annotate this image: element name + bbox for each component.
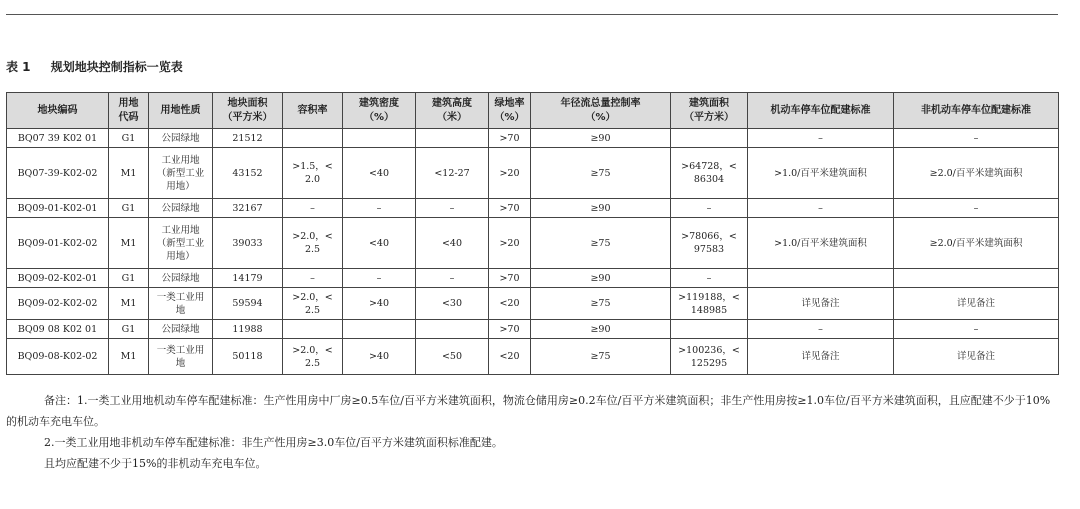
cell-text: M1: [120, 298, 137, 309]
table-cell: [489, 199, 531, 218]
table-cell: [416, 339, 489, 375]
table-number: 表 1: [6, 60, 31, 74]
cell-text: >70: [499, 272, 520, 284]
table-cell: [7, 320, 109, 339]
table-cell: [748, 129, 894, 148]
cell-text: M1: [120, 351, 137, 362]
cell-text: 用地）: [166, 250, 195, 262]
cell-text: 详见备注: [956, 351, 995, 362]
table-cell: [416, 269, 489, 288]
cell-text: BQ09-02-K02-01: [17, 272, 98, 284]
column-header: [671, 93, 748, 129]
column-header: [149, 93, 213, 129]
table-cell: [531, 339, 671, 375]
cell-text: –: [706, 272, 712, 284]
note-1: 备注：1.一类工业用地机动车停车配建标准：生产性用房中厂房≥0.5车位/百平方米建筑面积，物流仓储用房≥0.2车位/百平方米建筑面积；非生产性用房按≥1.0车位/百平方米建筑面积，且应配建不少于10%的机动车充电车位。: [6, 394, 1051, 428]
cell-text: <20: [499, 351, 520, 362]
cell-text: （新型工业: [156, 237, 205, 249]
table-cell: [343, 339, 416, 375]
cell-text: 年径流总量控制率: [560, 97, 641, 109]
cell-text: –: [310, 272, 315, 284]
column-header: [894, 93, 1059, 129]
table-cell: [343, 148, 416, 199]
table-cell: [416, 148, 489, 199]
cell-text: BQ07-39-K02-02: [17, 167, 98, 179]
column-header: [7, 93, 109, 129]
table-cell: [531, 148, 671, 199]
cell-text: （%）: [585, 111, 616, 123]
table-row: [7, 199, 1059, 218]
column-header: [748, 93, 894, 129]
cell-text: >119188，<: [678, 291, 740, 303]
table-cell: [531, 320, 671, 339]
cell-text: <50: [441, 351, 463, 362]
cell-text: –: [818, 323, 823, 335]
table-cell: [343, 269, 416, 288]
table-cell: [416, 129, 489, 148]
cell-text: 工业用地: [161, 154, 200, 166]
cell-text: –: [706, 202, 712, 214]
table-cell: [748, 218, 894, 269]
cell-text: 公园绿地: [161, 272, 200, 284]
table-cell: [109, 218, 149, 269]
table-cell: [343, 129, 416, 148]
table-cell: [748, 288, 894, 320]
cell-text: –: [310, 202, 315, 214]
table-cell: [109, 339, 149, 375]
table-row: [7, 129, 1059, 148]
cell-text: –: [449, 202, 455, 214]
cell-text: 代码: [118, 111, 139, 123]
cell-text: >40: [368, 298, 390, 309]
table-cell: [489, 218, 531, 269]
cell-text: ≥75: [590, 351, 611, 362]
cell-text: 97583: [693, 244, 725, 255]
cell-text: –: [818, 202, 823, 214]
cell-text: 详见备注: [801, 351, 840, 362]
cell-text: 公园绿地: [161, 202, 200, 214]
table-cell: [671, 218, 748, 269]
table-cell: [671, 129, 748, 148]
cell-text: 地块面积: [227, 97, 268, 109]
table-cell: [109, 148, 149, 199]
cell-text: 用地性质: [160, 104, 201, 116]
cell-text: 50118: [232, 351, 263, 362]
table-cell: [489, 148, 531, 199]
cell-text: 11988: [232, 323, 263, 335]
cell-text: 21512: [232, 132, 263, 144]
table-row: [7, 148, 1059, 199]
table-cell: [149, 218, 213, 269]
table-cell: [748, 269, 894, 288]
cell-text: G1: [121, 272, 136, 284]
table-cell: [7, 148, 109, 199]
table-cell: [489, 339, 531, 375]
cell-text: 绿地率: [494, 97, 525, 109]
cell-text: ≥90: [590, 132, 611, 144]
cell-text: –: [449, 272, 455, 284]
table-cell: [894, 269, 1059, 288]
table-cell: [671, 288, 748, 320]
cell-text: 公园绿地: [161, 132, 200, 144]
table-cell: [748, 320, 894, 339]
table-cell: [149, 339, 213, 375]
note-2: 2.一类工业用地非机动车停车配建标准：非生产性用房≥3.0车位/百平方米建筑面积标准配建。: [44, 436, 503, 449]
cell-text: ≥75: [590, 167, 611, 179]
table-cell: [283, 288, 343, 320]
table-cell: [109, 269, 149, 288]
table-cell: [416, 320, 489, 339]
table-cell: [671, 320, 748, 339]
table-cell: [149, 320, 213, 339]
cell-text: M1: [120, 167, 137, 179]
table-caption: [6, 58, 183, 75]
cell-text: 工业用地: [161, 224, 200, 236]
table-cell: [283, 148, 343, 199]
cell-text: 建筑面积: [689, 97, 729, 109]
column-header: [489, 93, 531, 129]
cell-text: >20: [499, 237, 520, 249]
cell-text: 地: [175, 304, 186, 316]
cell-text: 148985: [690, 304, 728, 316]
column-header: [213, 93, 283, 129]
cell-text: <40: [368, 237, 390, 249]
table-cell: [416, 288, 489, 320]
cell-text: <40: [441, 237, 463, 249]
table-cell: [531, 218, 671, 269]
control-index-table: [6, 92, 1059, 375]
cell-text: 详见备注: [956, 298, 995, 309]
table-cell: [109, 288, 149, 320]
table-cell: [7, 339, 109, 375]
table-cell: [489, 320, 531, 339]
cell-text: BQ07 39 K02 01: [17, 132, 98, 144]
cell-text: <20: [499, 298, 520, 309]
column-header: [416, 93, 489, 129]
table-cell: [7, 129, 109, 148]
table-cell: [894, 339, 1059, 375]
top-rule: [6, 14, 1058, 15]
cell-text: ≥75: [590, 237, 611, 249]
table-cell: [416, 218, 489, 269]
cell-text: >2.0，<: [292, 231, 333, 242]
table-cell: [343, 320, 416, 339]
cell-text: –: [376, 272, 382, 284]
cell-text: 14179: [232, 272, 263, 284]
table-cell: [283, 269, 343, 288]
cell-text: 2.0: [304, 174, 321, 185]
column-header: [531, 93, 671, 129]
table-cell: [894, 199, 1059, 218]
cell-text: 建筑高度: [432, 97, 472, 109]
table-cell: [283, 320, 343, 339]
table-cell: [489, 288, 531, 320]
cell-text: ≥2.0/百平米建筑面积: [929, 167, 1023, 179]
table-cell: [213, 218, 283, 269]
table-cell: [7, 218, 109, 269]
table-cell: [213, 199, 283, 218]
table-cell: [671, 148, 748, 199]
cell-text: –: [376, 202, 382, 214]
cell-text: >2.0，<: [292, 291, 333, 303]
cell-text: 地块编码: [37, 104, 78, 116]
cell-text: –: [973, 323, 979, 335]
cell-text: 用地）: [166, 180, 195, 192]
table-cell: [748, 148, 894, 199]
table-cell: [7, 288, 109, 320]
table-cell: [109, 320, 149, 339]
cell-text: 建筑密度: [359, 97, 399, 109]
table-cell: [283, 129, 343, 148]
cell-text: >70: [499, 132, 520, 144]
table-cell: [283, 199, 343, 218]
cell-text: （米）: [437, 111, 467, 123]
table-cell: [671, 269, 748, 288]
cell-text: –: [973, 132, 979, 144]
table-cell: [894, 288, 1059, 320]
table-cell: [213, 148, 283, 199]
table-cell: [894, 148, 1059, 199]
table-cell: [531, 269, 671, 288]
table-cell: [894, 320, 1059, 339]
cell-text: >78066，<: [681, 231, 737, 242]
table-cell: [748, 199, 894, 218]
table-row: [7, 320, 1059, 339]
table-cell: [213, 320, 283, 339]
table-cell: [416, 199, 489, 218]
cell-text: 详见备注: [801, 298, 840, 309]
cell-text: >2.0，<: [292, 344, 333, 356]
table-cell: [7, 269, 109, 288]
cell-text: –: [818, 132, 823, 144]
cell-text: 地: [175, 357, 186, 369]
cell-text: 用地: [118, 97, 139, 109]
cell-text: BQ09-01-K02-01: [17, 202, 98, 214]
cell-text: 非机动车停车位配建标准: [921, 104, 1031, 116]
table-cell: [671, 199, 748, 218]
table-cell: [109, 129, 149, 148]
table-cell: [531, 129, 671, 148]
cell-text: <12-27: [434, 167, 470, 179]
table-cell: [213, 339, 283, 375]
table-row: [7, 269, 1059, 288]
column-header: [283, 93, 343, 129]
cell-text: <40: [368, 167, 390, 179]
cell-text: 59594: [232, 298, 263, 309]
table-cell: [109, 199, 149, 218]
cell-text: ≥75: [590, 298, 611, 309]
cell-text: >70: [499, 323, 520, 335]
cell-text: （平方米）: [222, 111, 273, 123]
cell-text: >20: [499, 167, 520, 179]
table-cell: [213, 129, 283, 148]
table-cell: [343, 288, 416, 320]
cell-text: –: [973, 202, 979, 214]
table-cell: [7, 199, 109, 218]
cell-text: >100236，<: [678, 344, 740, 356]
cell-text: BQ09-02-K02-02: [17, 298, 98, 309]
table-cell: [531, 199, 671, 218]
cell-text: ≥2.0/百平米建筑面积: [929, 237, 1023, 249]
cell-text: 2.5: [304, 304, 321, 316]
cell-text: BQ09-08-K02-02: [17, 351, 98, 362]
cell-text: （%）: [363, 111, 395, 123]
cell-text: ≥90: [590, 323, 611, 335]
cell-text: >64728，<: [681, 161, 737, 172]
table-cell: [213, 269, 283, 288]
cell-text: G1: [121, 202, 136, 214]
table-cell: [894, 129, 1059, 148]
column-header: [109, 93, 149, 129]
cell-text: 一类工业用: [156, 344, 205, 356]
cell-text: 39033: [232, 237, 263, 249]
table-cell: [283, 339, 343, 375]
table-cell: [894, 218, 1059, 269]
table-cell: [671, 339, 748, 375]
cell-text: 一类工业用: [156, 291, 205, 303]
cell-text: BQ09-01-K02-02: [17, 237, 98, 249]
cell-text: >1.0/百平米建筑面积: [774, 237, 867, 249]
table-cell: [343, 218, 416, 269]
cell-text: （%）: [494, 111, 525, 123]
cell-text: >1.5，<: [292, 161, 333, 172]
cell-text: ≥90: [590, 272, 611, 284]
cell-text: 公园绿地: [161, 323, 200, 335]
cell-text: >40: [368, 351, 390, 362]
cell-text: 2.5: [304, 244, 321, 255]
table-cell: [149, 129, 213, 148]
header-row: [7, 93, 1059, 129]
cell-text: >1.0/百平米建筑面积: [774, 167, 867, 179]
table-row: [7, 288, 1059, 320]
cell-text: 125295: [690, 357, 728, 369]
table-row: [7, 339, 1059, 375]
cell-text: （新型工业: [156, 167, 205, 179]
notes: [6, 390, 1058, 474]
cell-text: 86304: [693, 174, 725, 185]
table-cell: [489, 129, 531, 148]
table-title: 规划地块控制指标一览表: [50, 60, 183, 74]
cell-text: 32167: [232, 202, 263, 214]
cell-text: >70: [499, 202, 520, 214]
table-cell: [489, 269, 531, 288]
cell-text: G1: [121, 323, 136, 335]
table-cell: [283, 218, 343, 269]
cell-text: 43152: [232, 167, 263, 179]
note-3: 且均应配建不少于15%的非机动车充电车位。: [44, 457, 267, 470]
cell-text: M1: [120, 237, 137, 249]
table-cell: [149, 288, 213, 320]
cell-text: 机动车停车位配建标准: [770, 104, 871, 116]
table-cell: [748, 339, 894, 375]
cell-text: <30: [441, 298, 463, 309]
table-row: [7, 218, 1059, 269]
cell-text: （平方米）: [684, 111, 734, 123]
table-cell: [343, 199, 416, 218]
table-cell: [149, 148, 213, 199]
cell-text: G1: [121, 132, 136, 144]
table-cell: [213, 288, 283, 320]
table-cell: [149, 269, 213, 288]
cell-text: 2.5: [304, 357, 321, 369]
cell-text: BQ09 08 K02 01: [17, 323, 98, 335]
table-cell: [149, 199, 213, 218]
column-header: [343, 93, 416, 129]
table-cell: [531, 288, 671, 320]
cell-text: 容积率: [297, 104, 328, 116]
cell-text: ≥90: [590, 202, 611, 214]
